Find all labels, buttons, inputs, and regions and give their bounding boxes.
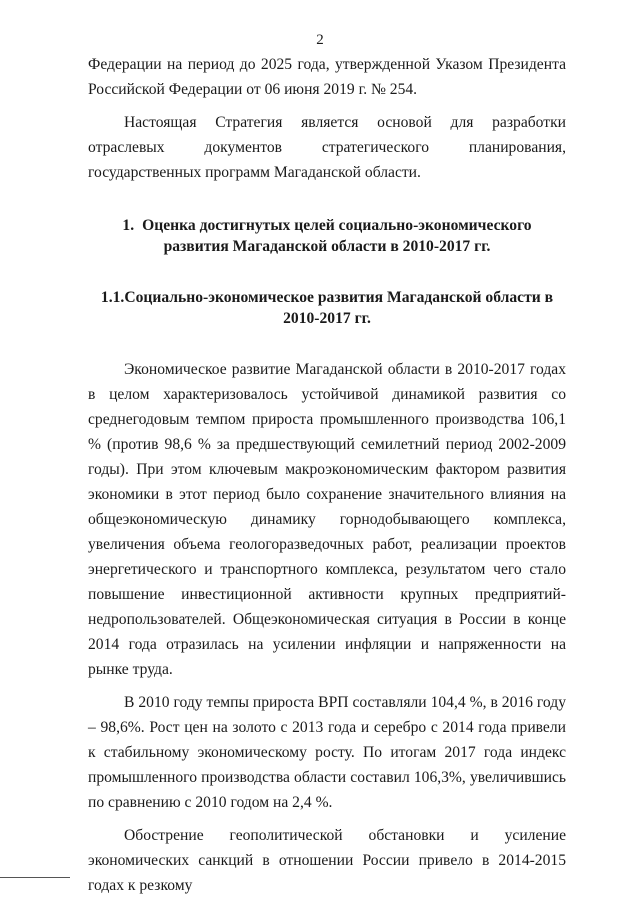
paragraph-geopolitics: Обострение геополитической обстановки и усиление экономических санкций в отношении России привело в 2014-2015 годах к резкому xyxy=(88,827,566,894)
section-title: Оценка достигнутых целей социально-экономического развития Магаданской области в 2010-2017 гг. xyxy=(142,217,532,255)
paragraph-grp-growth: В 2010 году темпы прироста ВРП составляли 104,4 %, в 2016 году – 98,6%. Рост цен на золото с 2013 года и серебро с 2014 года привели к стабильному экономическому росту. По итогам 2017 года индекс промышленного производства области составил 106,3%, увеличившись по сравнению с 2010 годом на 2,4 %. xyxy=(88,694,566,811)
subsection-heading: 1.1.Социально-экономическое развития Магаданской области в 2010-2017 гг. xyxy=(100,289,554,327)
document-body xyxy=(88,52,566,898)
paragraph-economic-development: Экономическое развитие Магаданской области в 2010-2017 годах в целом характеризовалось устойчивой динамикой развития со среднегодовым темпом прироста промышленного производства 106,1 % (против 98,6 % за предшествующий семилетний период 2002-2009 годы). При этом ключевым макроэкономическим фактором развития экономики в этот период было сохранение значительного влияния на общеэкономическую динамику горнодобывающего комплекса, увеличения объема геологоразведочных работ, реализации проектов энергетического и транспортного комплекса, результатом чего стало повышение инвестиционной активности крупных предприятий-недропользователей. Общеэкономическая ситуация в России в конце 2014 года отразилась на усилении инфляции и напряженности на рынке труда. xyxy=(88,361,566,678)
paragraph-strategy-basis: Настоящая Стратегия является основой для разработки отраслевых документов стратегического планирования, государственных программ Магаданской области. xyxy=(88,114,566,181)
footer-separator-line xyxy=(0,877,70,878)
section-heading xyxy=(88,215,566,257)
paragraph-continuation: Федерации на период до 2025 года, утвержденной Указом Президента Российской Федерации от 06 июня 2019 г. № 254. xyxy=(88,56,566,98)
page-number: 2 xyxy=(316,32,324,48)
section-number: 1. xyxy=(122,217,135,234)
